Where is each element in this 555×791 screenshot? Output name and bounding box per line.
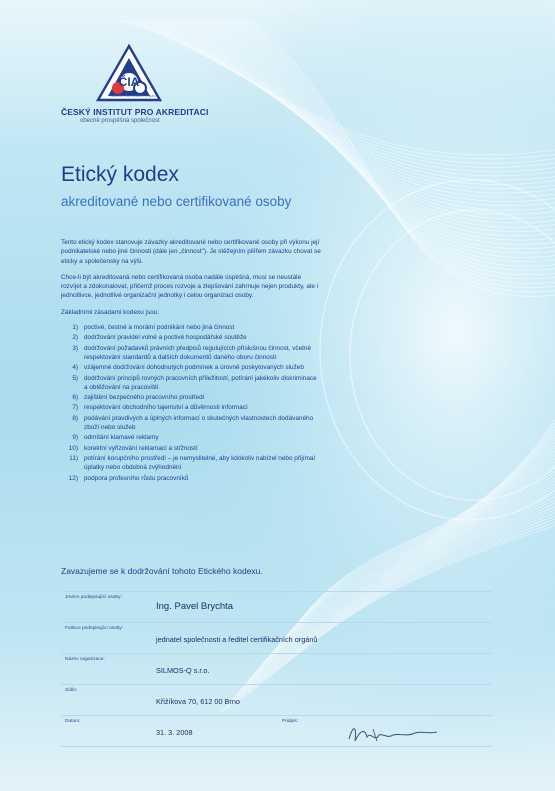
document-subtitle: akreditované nebo certifikované osoby	[61, 194, 292, 209]
signature-form	[61, 591, 492, 747]
handwritten-signature	[343, 721, 443, 745]
signer-function: jednatel společnosti a ředitel certifikačních orgánů	[156, 635, 318, 644]
signature-label: Podpis:	[282, 719, 298, 724]
field-label: Název organizace:	[65, 657, 105, 662]
principles-intro: Základními zásadami kodexu jsou:	[61, 308, 160, 316]
list-item: 10) korektní vyřizování reklamací a stížností	[68, 444, 198, 452]
form-row-function	[61, 623, 492, 654]
signer-name: Ing. Pavel Brychta	[156, 601, 234, 612]
list-item: 1) poctivé, čestné a morální podnikání nebo jiná činnost	[72, 324, 235, 332]
organization-subtitle: obecně prospěšná společnost	[80, 118, 160, 124]
list-item: 7) respektování obchodního tajemství a důvěrnosti informací	[72, 404, 248, 412]
field-label: Datum:	[65, 719, 81, 724]
form-row-seat	[61, 685, 492, 716]
document-body	[61, 238, 321, 484]
document-title: Etický kodex	[61, 163, 179, 186]
organization-name: ČESKÝ INSTITUT PRO AKREDITACI	[61, 107, 209, 117]
list-item: 6) zajištění bezpečného pracovního prostředí	[72, 394, 205, 402]
list-item: 5) dodržování principů rovných pracovních příležitostí, potírání jakékoliv diskriminace a obtěžování na pracovišti	[72, 374, 317, 391]
paragraph: Tento etický kodex stanovuje závazky akreditované nebo certifikované osoby při výkonu její podnikatelské nebo jiné činnosti (dále jen „činnost"). Je stěžejním pilířem závazku chovat se eticky a společensky na výši.	[61, 239, 321, 265]
paragraph: Chce-li být akreditovaná nebo certifikovaná osoba nadále úspěšná, musí se neustále rozvíjet a zdokonalovat, přičemž proces rozvoje a zlepšování zahrnuje nejen produkty, ale i jednotlivce, jednotlivé organizační jednotky i celou organizaci osoby.	[61, 273, 319, 300]
list-item: 2) dodržování pravidel volné a poctivé hospodářské soutěže	[72, 334, 247, 342]
seat-value: Křižíkova 70, 612 00 Brno	[156, 697, 240, 706]
field-label: Jméno podepisující osoby:	[65, 595, 122, 600]
list-item: 11) potírání korupčního prostředí – je nemyslitelné, aby kdokoliv nabízel nebo přijímal úplatky nebo obdobná zvýhodnění	[69, 454, 315, 472]
organization-value: SILMOS-Q s.r.o.	[156, 666, 210, 675]
logo-caption: Národní akreditační orgán	[110, 94, 156, 98]
principles-list	[61, 323, 321, 483]
field-label: Sídlo:	[65, 688, 78, 693]
list-item: 9) odmítání klamavé reklamy	[72, 434, 159, 442]
list-item: 3) dodržování požadavků právních předpisů regulujících příslušnou činnost, včetně respektování standardů a dalších dokumentů daného oboru činnosti	[72, 344, 312, 361]
form-row-date-signature	[61, 716, 492, 747]
field-label: Funkce podepisující osoby:	[65, 626, 124, 631]
list-item: 4) vzájemné dodržování dohodnutých podmínek a úrovně poskytovaných služeb	[72, 364, 304, 372]
form-row-organization	[61, 654, 492, 685]
form-row-signer	[61, 592, 492, 623]
date-value: 31. 3. 2008	[156, 728, 193, 737]
list-item: 12) podpora profesního růstu pracovníků	[68, 474, 189, 482]
list-item: 8) podávání pravdivých a úplných informací o skutečných vlastnostech dodávaného zboží nebo služeb	[72, 414, 314, 432]
commitment-statement: Zavazujeme se k dodržování tohoto Etického kodexu.	[61, 566, 263, 576]
svg-text:ČIA: ČIA	[118, 75, 140, 89]
